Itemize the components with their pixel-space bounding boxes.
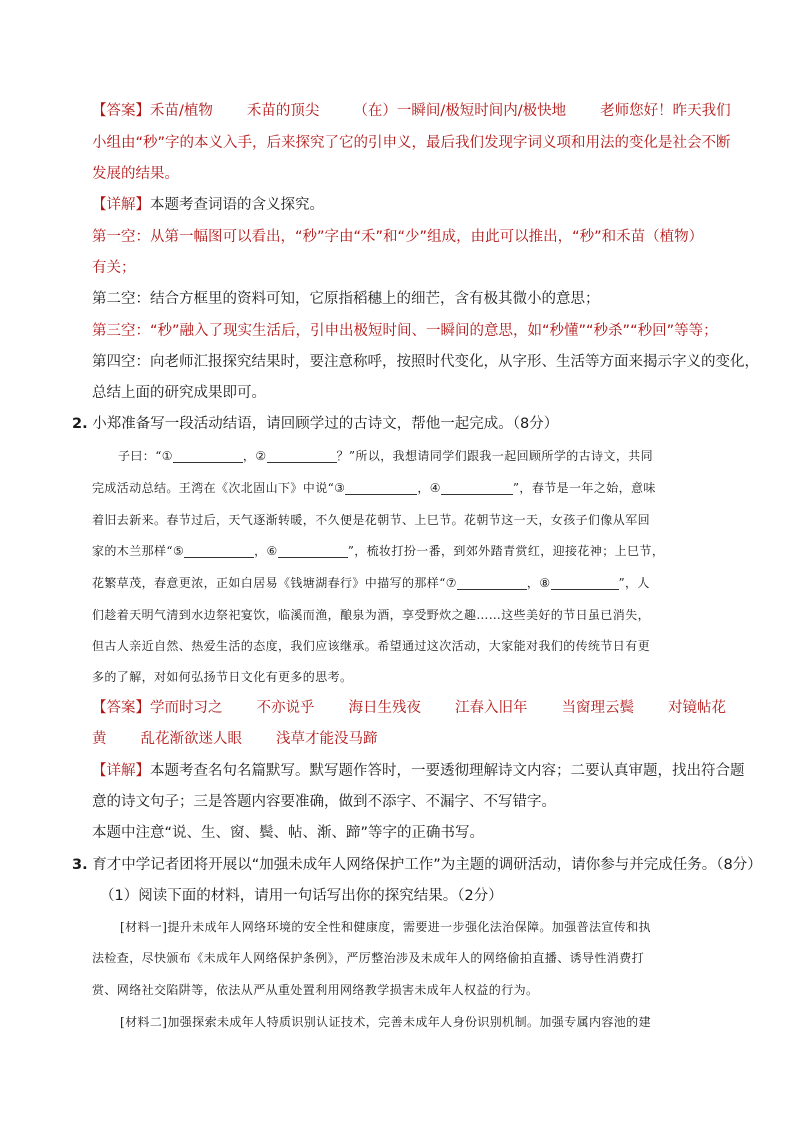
fill-blank (551, 575, 619, 590)
q2-passage-line: 子曰：“① ，② ？”所以，我想请同学们跟我一起回顾所学的古诗文，共同 (118, 446, 732, 466)
passage-text: ？”所以，我想请同学们跟我一起回顾所学的古诗文，共同 (336, 449, 654, 463)
q2-passage-line: 多的了解，对如何弘扬节日文化有更多的思考。 (92, 670, 353, 684)
q2-detail-line (92, 761, 745, 781)
passage-text: 家的木兰那样“ (92, 544, 173, 558)
q2-detail-line-2: 意的诗文句子；三是答题内容要准确，做到不添字、不漏字、不写错字。 (92, 794, 556, 810)
blank-marker: ⑥ (266, 544, 278, 558)
q1-blank4-a: 第四空：向老师汇报探究结果时，要注意称呼，按照时代变化，从字形、生活等方面来揭示字义的变化， (92, 354, 759, 370)
q2-passage-line: 家的木兰那样“⑤ ，⑥ ”，梳妆打扮一番，到郊外踏青赏红，迎接花神；上巳节， (92, 541, 732, 561)
q2-passage-line: 完成活动总结。王湾在《次北固山下》中说“③ ，④ ”，春节是一年之始，意味 (92, 478, 732, 498)
q2-passage-line: 着旧去新来。春节过后，天气逐渐转暖，不久便是花朝节、上巳节。花朝节这一天，女孩子们像从军回 (92, 513, 651, 527)
q1-blank1-a: 第一空：从第一幅图可以看出，“秒”字由“禾”和“少”组成，由此可以推出，“秒”和禾苗（植物） (92, 229, 704, 245)
q3-sub1: （1）阅读下面的材料，请用一句话写出你的探究结果。（2分） (100, 888, 503, 904)
detail-text: 本题考查名句名篇默写。默写题作答时，一要透彻理解诗文内容；二要认真审题，找出符合题 (150, 763, 745, 779)
blank-marker: ① (161, 449, 173, 463)
fill-blank (345, 480, 417, 495)
blank-marker: ② (255, 449, 267, 463)
fill-blank (457, 575, 527, 590)
q1-blank2: 第二空：结合方框里的资料可知，它原指稻穗上的细芒，含有极其微小的意思； (92, 291, 600, 307)
passage-text: 花繁草茂，春意更浓，正如白居易《钱塘湖春行》中描写的那样“ (92, 576, 446, 590)
passage-text: ”，春节是一年之始，意味 (512, 481, 656, 495)
q1-answer-cont1: 小组由“秒”字的本义入手，后来探究了它的引申义，最后我们发现字词义项和用法的变化是社会不断 (92, 135, 731, 151)
answer-item: 海日生残夜 (348, 700, 421, 716)
blank-marker: ⑤ (172, 544, 185, 558)
blank-marker: ⑧ (539, 576, 551, 590)
q1-answer-line (92, 101, 732, 121)
answer-item: 学而时习之 (150, 700, 223, 716)
blank-marker: ⑦ (445, 576, 457, 590)
q1-detail-line (92, 195, 732, 215)
q3-material-line: [材料一]提升未成年人网络环境的安全性和健康度，需要进一步强化法治保障。加强普法宣传和执 (120, 920, 651, 934)
q3-material-line: 赏、网络社交陷阱等，依法从严从重处置利用网络教学损害未成年人权益的行为。 (92, 983, 539, 997)
q2-passage-line: 花繁草茂，春意更浓，正如白居易《钱塘湖春行》中描写的那样“⑦ ，⑧ ”，人 (92, 573, 732, 593)
q2-passage-line: 们趁着天明气清到水边祭祀宴饮，临溪而渔，酿泉为酒，享受野炊之趣……这些美好的节日虽已消失， (92, 608, 651, 622)
fill-blank (278, 543, 348, 558)
answer-item: 黄 (92, 731, 107, 747)
passage-text: ”，人 (618, 576, 650, 590)
answer-item: 不亦说乎 (256, 700, 315, 716)
q2-passage-line: 但古人亲近自然、热爱生活的态度，我们应该继承。希望通过这次活动，大家能对我们的传统节日有更 (92, 639, 651, 653)
q1-blank1-b: 有关； (92, 260, 136, 276)
passage-text: 子曰：“ (118, 449, 162, 463)
q3-material-line: 法检查，尽快颁布《未成年人网络保护条例》，严厉整治涉及未成年人的网络偷拍直播、诱导性消费打 (92, 951, 645, 965)
answer-tag: 【答案】 (92, 103, 150, 119)
detail-tag: 【详解】 (92, 763, 150, 779)
fill-blank (267, 448, 337, 463)
passage-text: ”，梳妆打扮一番，到郊外踏青赏红，迎接花神；上巳节， (347, 544, 665, 558)
blank-marker: ③ (334, 481, 346, 495)
question-number: 2. (72, 416, 88, 432)
answer-item: 禾苗的顶尖 (246, 103, 320, 119)
q1-answer-cont2: 发展的结果。 (92, 166, 179, 182)
answer-item: 老师您好！昨天我们 (600, 103, 731, 119)
answer-item: 江春入旧年 (455, 700, 528, 716)
answer-item: 浅草才能没马蹄 (276, 731, 378, 747)
answer-item: 当窗理云鬓 (561, 700, 634, 716)
answer-item: 禾苗/植物 (150, 103, 213, 119)
fill-blank (441, 480, 513, 495)
question-stem: 育才中学记者团将开展以“加强未成年人网络保护工作”为主题的调研活动，请你参与并完成任务。（8分） (92, 857, 762, 873)
passage-text: 完成活动总结。王湾在《次北固山下》中说“ (92, 481, 335, 495)
q2-stem-line (72, 414, 732, 434)
fill-blank (184, 543, 254, 558)
answer-item: 对镜帖花 (668, 700, 726, 716)
q2-answer-line (92, 698, 732, 718)
q2-note: 本题中注意“说、生、窗、鬓、帖、渐、蹄”等字的正确书写。 (92, 825, 485, 841)
q3-stem-line (72, 855, 762, 875)
q1-blank4-b: 总结上面的研究成果即可。 (92, 385, 266, 401)
answer-item: 乱花渐欲迷人眼 (140, 731, 242, 747)
answer-item: （在）一瞬间/极短时间内/极快地 (353, 103, 567, 119)
question-number: 3. (72, 857, 88, 873)
detail-text: 本题考查词语的含义探究。 (150, 197, 324, 213)
q3-material-line: [材料二]加强探索未成年人特质识别认证技术，完善未成年人身份识别机制。加强专属内容池的建 (120, 1015, 651, 1029)
question-stem: 小郑准备写一段活动结语，请回顾学过的古诗文，帮他一起完成。（8分） (92, 416, 559, 432)
q1-blank3: 第三空：“秒”融入了现实生活后，引申出极短时间、一瞬间的意思，如“秒懂”“秒杀”“秒回”等等； (92, 323, 718, 339)
blank-marker: ④ (429, 481, 441, 495)
fill-blank (173, 448, 243, 463)
detail-tag: 【详解】 (92, 197, 150, 213)
q2-answer-line (92, 729, 732, 749)
answer-tag: 【答案】 (92, 700, 150, 716)
